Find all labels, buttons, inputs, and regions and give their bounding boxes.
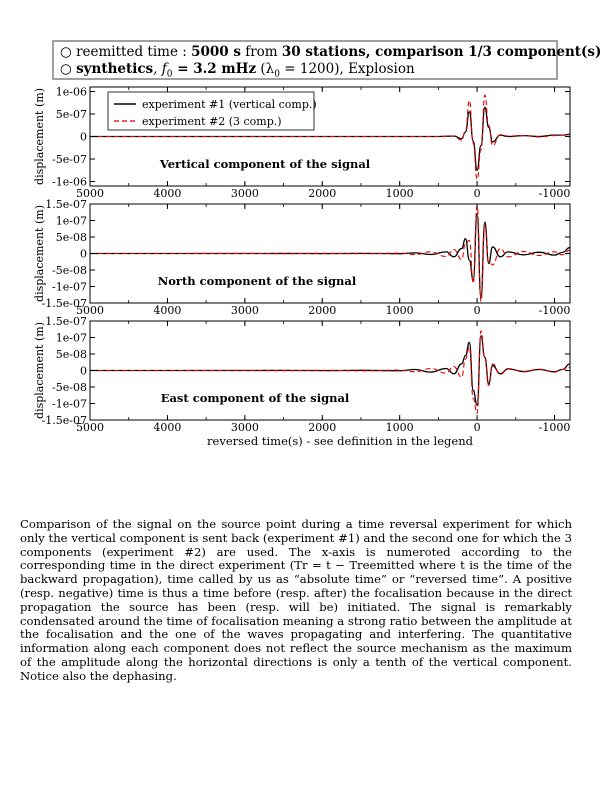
y-tick-label: -1.5e-07 <box>41 414 87 427</box>
x-tick-label: 5000 <box>76 187 104 200</box>
f0-value: = 3.2 mHz <box>172 61 257 77</box>
y-tick-label: 5e-08 <box>55 231 87 244</box>
x-tick-label: 1000 <box>385 304 414 317</box>
x-tick-label: 2000 <box>308 304 337 317</box>
panel-title: North component of the signal <box>157 274 357 288</box>
f0-subscript: 0 <box>166 69 173 80</box>
x-tick-label: -1000 <box>538 187 571 200</box>
x-axis-label: reversed time(s) - see definition in the legend <box>207 434 473 448</box>
chart-panel-2 <box>33 198 570 317</box>
f0-symbol: , f <box>153 61 167 77</box>
y-axis-label: displacement (m) <box>33 205 46 302</box>
header-from: from <box>240 44 282 60</box>
legend-entry-experiment-1: experiment #1 (vertical comp.) <box>142 98 317 111</box>
x-tick-label: 0 <box>473 304 481 317</box>
chart-panel-3 <box>33 315 570 448</box>
x-tick-label: 5000 <box>76 421 104 434</box>
x-tick-label: -1000 <box>538 304 571 317</box>
x-tick-label: 4000 <box>153 421 182 434</box>
y-tick-label: -1e-06 <box>52 175 87 189</box>
y-tick-label: -1e-07 <box>52 397 87 411</box>
x-tick-label: 3000 <box>230 421 259 434</box>
y-tick-label: 1.5e-07 <box>45 198 87 211</box>
chart-panel-1 <box>33 86 570 201</box>
y-tick-label: 1e-07 <box>55 331 87 345</box>
legend-entry-experiment-2: experiment #2 (3 comp.) <box>142 115 282 128</box>
header-bullet: ○ <box>60 61 77 77</box>
figure-caption: Comparison of the signal on the source point during a time reversal experiment for which only the vertical component is sent back (experiment #1) and the second one for which the 3 components (experiment #2) are used. The x-axis is numeroted according to the corresponding time in the direct experiment (Tr = t − Treemitted where t is the time of the backward propagation), time called by us as “absolute time” or “reversed time”. A positive (resp. negative) time is thus a time before (resp. after) the focalisation because in the direct propagation the source has been (resp. will be) initiated. The signal is remarkably condensated around the time of focalisation meaning a strong ratio between the amplitude at the focalisation and the one of the waves propagating and interfering. The quantitative information along each component does not reflect the source mechanism as the maximum of the amplitude along the horizontal directions is only a tenth of the vertical component. Notice also the dephasing. <box>20 517 572 683</box>
y-tick-label: -5e-08 <box>52 264 87 277</box>
x-tick-label: 4000 <box>153 304 182 317</box>
x-tick-label: 1000 <box>385 421 414 434</box>
y-axis-label: displacement (m) <box>33 322 46 419</box>
x-tick-label: 2000 <box>308 187 337 200</box>
x-tick-label: 3000 <box>230 187 259 200</box>
y-tick-label: 5e-07 <box>55 108 87 121</box>
panel-title: East component of the signal <box>160 391 350 405</box>
y-tick-label: -5e-08 <box>52 381 87 394</box>
y-tick-label: 1.5e-07 <box>45 315 87 328</box>
x-tick-label: -1000 <box>538 421 571 434</box>
y-tick-label: -5e-07 <box>52 153 87 166</box>
lambda-value: = 1200), Explosion <box>279 61 415 77</box>
lambda-subscript: 0 <box>274 69 280 80</box>
y-tick-label: -1e-07 <box>52 280 87 294</box>
chart-legend <box>108 92 317 130</box>
lambda-symbol: (λ <box>256 61 275 77</box>
y-tick-label: 1e-07 <box>55 214 87 228</box>
x-tick-label: 3000 <box>230 304 259 317</box>
y-tick-label: 0 <box>80 247 87 261</box>
reemitted-time-value: 5000 s <box>191 44 241 60</box>
y-tick-label: 1e-06 <box>55 85 87 99</box>
x-tick-label: 1000 <box>385 187 414 200</box>
x-tick-label: 5000 <box>76 304 104 317</box>
y-axis-label: displacement (m) <box>33 88 46 185</box>
header-prefix: ○ reemitted time : <box>60 44 192 60</box>
y-tick-label: -1.5e-07 <box>41 297 87 310</box>
y-tick-label: 0 <box>80 130 87 144</box>
x-tick-label: 4000 <box>153 187 182 200</box>
panel-title: Vertical component of the signal <box>159 157 371 171</box>
stations-text: 30 stations, comparison 1/3 component(s) <box>281 44 602 60</box>
x-tick-label: 2000 <box>308 421 337 434</box>
y-tick-label: 5e-08 <box>55 348 87 361</box>
x-tick-label: 0 <box>473 187 481 200</box>
synthetics-label: synthetics <box>76 61 154 77</box>
y-tick-label: 0 <box>80 364 87 378</box>
x-tick-label: 0 <box>473 421 481 434</box>
